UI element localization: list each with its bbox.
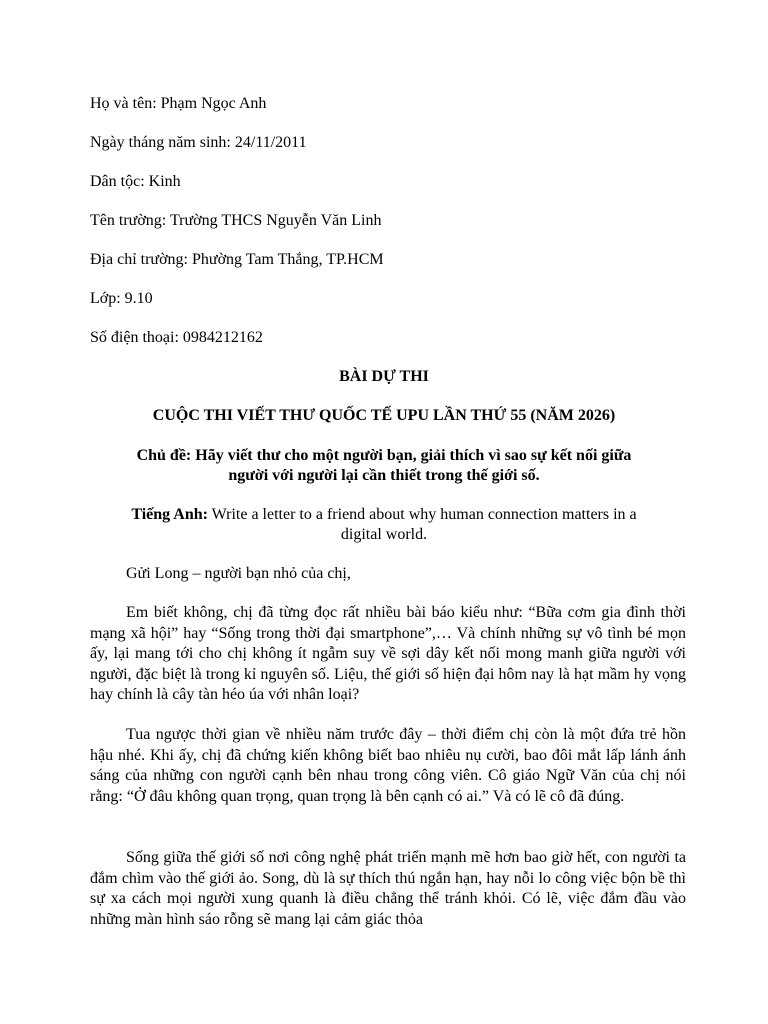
- paragraph-text: Em biết không, chị đã từng đọc rất nhiều bài báo kiểu như: “Bữa cơm gia đình thời mạng xã hội” hay “Sống trong thời đại smartphone”,… Và chính những sự vô tình bé mọn ấy, lại mang tới cho chị không ít ngẫm suy về sợi dây kết nối mong manh giữa người với người, đặc biệt là trong kỉ nguyên số. Liệu, thế giới số hiện đại hôm nay là hạt mầm hy vọng hay chính là cây tàn héo úa với nhân loại?: [90, 604, 686, 703]
- paragraph-text: Tua ngược thời gian về nhiều năm trước đây – thời điểm chị còn là một đứa trẻ hồn hậu nhé. Khi ấy, chị đã chứng kiến không biết bao nhiêu nụ cười, bao đôi mắt lấp lánh ánh sáng của những con người cạnh bên nhau trong công viên. Cô giáo Ngữ Văn của chị nói rằng: “Ở đâu không quan trọng, quan trọng là bên cạnh có ai.” Và có lẽ cô đã đúng.: [90, 726, 686, 805]
- student-dob: Ngày tháng năm sinh: 24/11/2011: [90, 134, 307, 151]
- letter-greeting: Gửi Long – người bạn nhỏ của chị,: [126, 565, 351, 582]
- student-class: Lớp: 9.10: [90, 290, 153, 307]
- student-phone: Số điện thoại: 0984212162: [90, 329, 263, 346]
- topic-line-1: Chủ đề: Hãy viết thư cho một người bạn, giải thích vì sao sự kết nối giữa: [136, 447, 632, 464]
- topic-line-2: người với người lại cần thiết trong thế giới số.: [228, 467, 540, 484]
- school-address: Địa chỉ trường: Phường Tam Thắng, TP.HCM: [90, 251, 384, 268]
- student-name: Họ và tên: Phạm Ngọc Anh: [90, 95, 267, 112]
- letter-paragraph-2: [90, 725, 686, 807]
- document-title: BÀI DỰ THI: [339, 368, 429, 385]
- student-ethnicity: Dân tộc: Kinh: [90, 173, 181, 190]
- school-name: Tên trường: Trường THCS Nguyễn Văn Linh: [90, 212, 382, 229]
- contest-title: CUỘC THI VIẾT THƯ QUỐC TẾ UPU LẦN THỨ 55 (NĂM 2026): [152, 407, 616, 424]
- letter-paragraph-1: [90, 603, 686, 706]
- english-label: Tiếng Anh:: [131, 506, 208, 523]
- english-topic-text: Write a letter to a friend about why human connection matters in a: [207, 506, 637, 523]
- english-topic-line-2: digital world.: [340, 526, 428, 543]
- letter-paragraph-3: [90, 848, 686, 930]
- paragraph-text: Sống giữa thế giới số nơi công nghệ phát triển mạnh mẽ hơn bao giờ hết, con người ta đắm chìm vào thế giới ảo. Song, dù là sự thích thú ngắn hạn, hay nỗi lo công việc bộn bề thì sự xa cách mọi người xung quanh là điều chẳng thể tránh khỏi. Có lẽ, việc đắm đầu vào những màn hình sáo rỗng sẽ mang lại cảm giác thỏa: [90, 849, 686, 928]
- english-topic-line-1: [90, 505, 678, 525]
